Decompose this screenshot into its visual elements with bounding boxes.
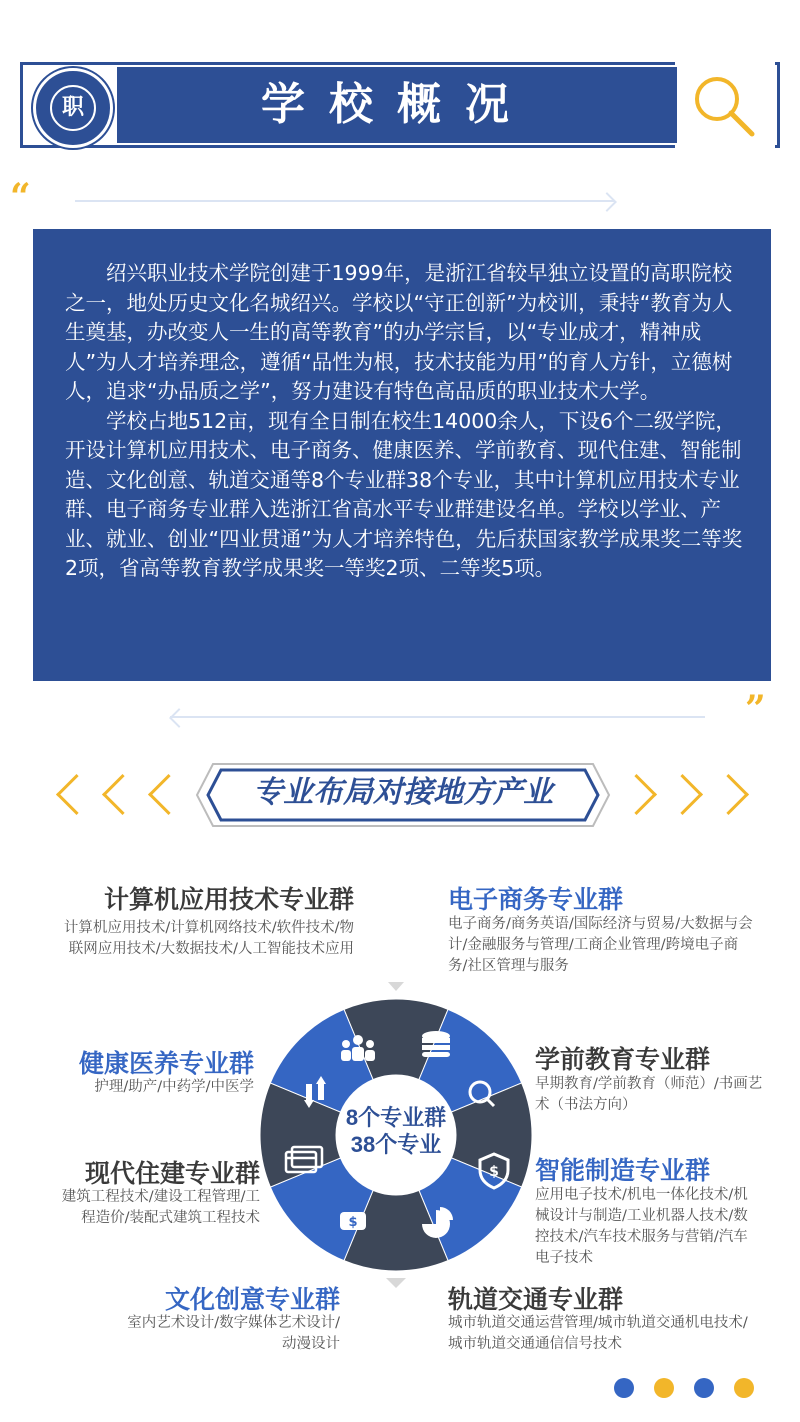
group-preschool-name: 学前教育专业群: [535, 1045, 711, 1074]
group-ecommerce-name: 电子商务专业群: [448, 885, 624, 914]
arrow-right-icon: [597, 192, 617, 212]
logo-mark: 职: [50, 85, 96, 131]
dot-yellow: [654, 1378, 674, 1398]
chevron-left-icon: [102, 774, 143, 815]
banner-title: 专业布局对接地方产业: [253, 775, 553, 810]
group-health-name: 健康医养专业群: [78, 1049, 254, 1078]
svg-text:$: $: [348, 1215, 358, 1230]
group-construction-name: 现代住建专业群: [84, 1159, 260, 1188]
chevron-right-icon: [616, 774, 657, 815]
group-construction-desc: 建筑工程技术/建设工程管理/工程造价/装配式建筑工程技术: [61, 1189, 260, 1226]
arrow-left-icon: [169, 708, 189, 728]
chevron-left-icon: [148, 774, 189, 815]
open-quote-icon: “: [10, 176, 31, 218]
intro-paragraph-2: 学校占地512亩，现有全日制在校生14000余人，下设6个二级学院，开设计算机应用技术、电子商务、健康医养、学前教育、现代住建、智能制造、文化创意、轨道交通等8个专业群38个专业，其中计算机应用技术专业群、电子商务专业群入选浙江省高水平专业群建设名单。学校以学业、产业、就业、创业“四业贯通”为人才培养特色，先后获国家教学成果奖二等奖2项，省高等教育教学成果奖一等奖2项、二等奖5项。: [65, 408, 743, 580]
group-rail-desc: 城市轨道交通运营管理/城市轨道交通机电技术/城市轨道交通通信信号技术: [448, 1315, 748, 1352]
group-health-desc: 护理/助产/中药学/中医学: [94, 1079, 254, 1095]
group-manufacturing-name: 智能制造专业群: [535, 1156, 711, 1185]
majors-wheel: [258, 980, 534, 1290]
intro-paragraph-1: 绍兴职业技术学院创建于1999年，是浙江省较早独立设置的高职院校之一，地处历史文化名城绍兴。学校以“守正创新”为校训，秉持“教育为人生奠基，办改变人一生的高等教育”的办学宗旨，以“专业成才，精神成人”为人才培养理念，遵循“品性为根，技术技能为用”的育人方针，立德树人，追求“办品质之学”，努力建设有特色高品质的职业技术大学。: [65, 261, 733, 403]
group-ecommerce-desc: 电子商务/商务英语/国际经济与贸易/大数据与会计/金融服务与管理/工商企业管理/跨境电子商务/社区管理与服务: [448, 916, 753, 974]
dot-blue: [694, 1378, 714, 1398]
intro-panel: [33, 229, 771, 681]
group-rail-name: 轨道交通专业群: [448, 1285, 624, 1314]
close-quote-icon: ”: [745, 688, 766, 730]
dot-yellow: [734, 1378, 754, 1398]
triangle-up-icon: [388, 982, 404, 991]
group-culture-name: 文化创意专业群: [164, 1285, 340, 1314]
chevron-right-icon: [708, 774, 749, 815]
divider-line: [170, 716, 705, 718]
chevron-left-icon: [56, 774, 97, 815]
group-computer-name: 计算机应用技术专业群: [103, 885, 354, 914]
page-title: 学校概况: [117, 67, 677, 143]
group-preschool-desc: 早期教育/学前教育（师范）/书画艺术（书法方向）: [535, 1076, 763, 1113]
group-culture-desc: 室内艺术设计/数字媒体艺术设计/动漫设计: [127, 1315, 340, 1352]
group-computer-desc: 计算机应用技术/计算机网络技术/软件技术/物联网应用技术/大数据技术/人工智能技术应用: [63, 920, 354, 957]
svg-text:$: $: [489, 1164, 499, 1180]
triangle-down-icon: [386, 1278, 406, 1288]
school-logo-icon: [33, 68, 113, 148]
wheel-center-line1: 8个专业群: [345, 1105, 447, 1130]
wheel-center-line2: 38个专业: [350, 1132, 442, 1157]
divider-line: [75, 200, 615, 202]
money-chat-icon: [340, 1212, 366, 1230]
dot-blue: [614, 1378, 634, 1398]
magnifier-icon: [690, 72, 760, 142]
chevron-right-icon: [662, 774, 703, 815]
group-manufacturing-desc: 应用电子技术/机电一体化技术/机械设计与制造/工业机器人技术/数控技术/汽车技术服务与营销/汽车电子技术: [535, 1187, 748, 1266]
